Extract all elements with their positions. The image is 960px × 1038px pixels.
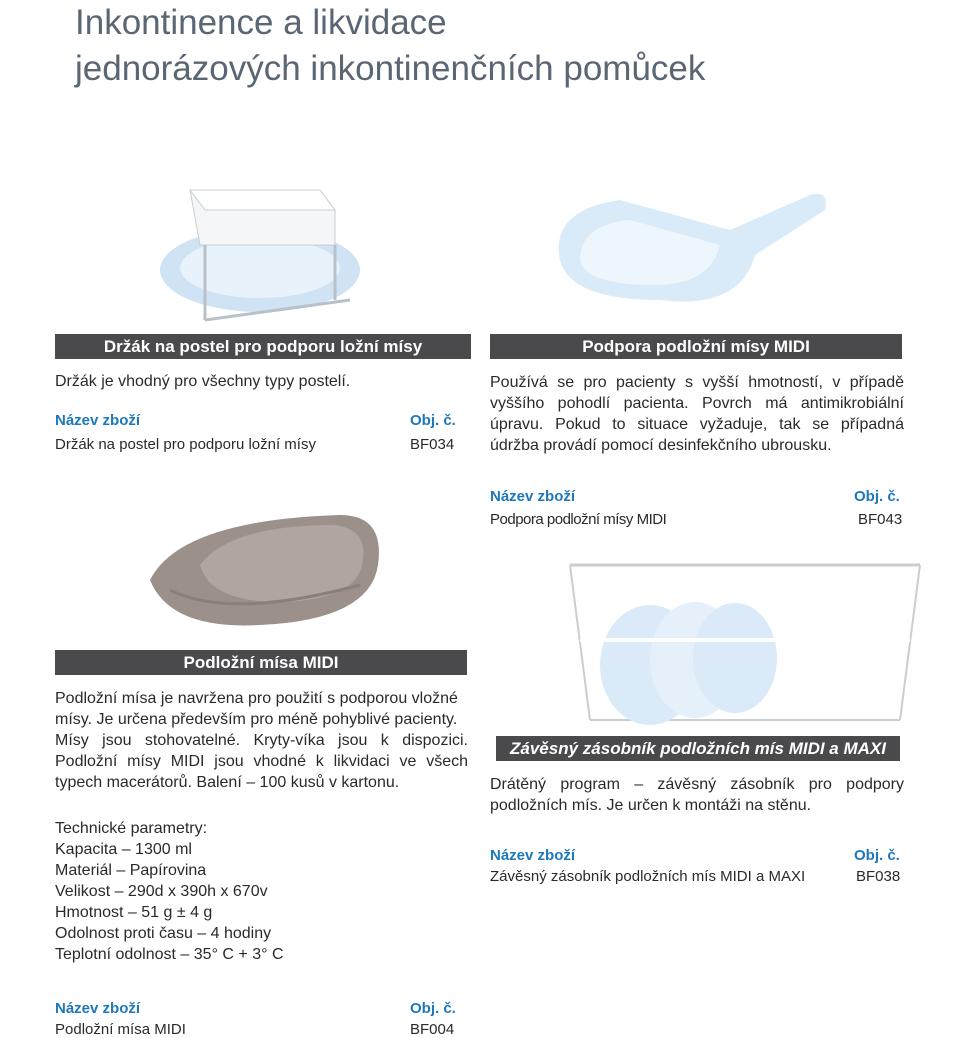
product-1-item-name: Držák na postel pro podporu ložní mísy <box>55 436 316 453</box>
product-3-item-name: Podložní mísa MIDI <box>55 1021 186 1038</box>
product-4-label-code: Obj. č. <box>854 847 900 864</box>
product-3-tech-title: Technické parametry: <box>55 820 208 837</box>
product-1-bar <box>55 334 471 359</box>
product-2-description-line-2: vyššího pohodlí pacienta. Povrch má antimikrobiální <box>490 395 904 412</box>
product-2-bar <box>490 334 902 359</box>
product-3-bar <box>55 650 467 675</box>
product-3-tech-line-2: Materiál – Papírovina <box>55 862 207 879</box>
product-3-label-code: Obj. č. <box>410 1000 456 1017</box>
product-1-name: Držák na postel pro podporu ložní mísy <box>103 337 423 356</box>
product-4-name: Závěsný zásobník podložních mís MIDI a MAXI <box>510 739 886 758</box>
pulp-bedpan-image <box>140 490 390 640</box>
product-2-description <box>490 372 904 456</box>
product-3-tech <box>55 818 475 965</box>
product-4-code: BF038 <box>856 868 901 885</box>
product-3-tech-line-3: Velikost – 290d x 390h x 670v <box>55 883 268 900</box>
product-3-code: BF004 <box>410 1021 455 1038</box>
product-1-description: Držák je vhodný pro všechny typy postelí. <box>55 373 351 390</box>
product-3-description-line-2: mísy. Je určena především pro méně pohyblivé pacienty. <box>55 711 458 728</box>
product-3-tech-line-6: Teplotní odolnost – 35° C + 3° C <box>55 946 284 963</box>
product-3-description-line-4: Podložní mísy MIDI jsou vhodné k likvidaci ve všech <box>55 753 468 770</box>
product-2-description-line-1: Používá se pro pacienty s vyšší hmotností, v případě <box>490 374 904 391</box>
wall-rack-image <box>540 560 930 730</box>
product-3-tech-line-5: Odolnost proti času – 4 hodiny <box>55 925 272 942</box>
product-3-label-name: Název zboží <box>55 1000 141 1017</box>
product-3-description-line-1: Podložní mísa je navržena pro použití s podporou vložné <box>55 690 458 707</box>
product-3-name: Podložní mísa MIDI <box>183 653 339 672</box>
product-1-code: BF034 <box>410 436 455 453</box>
product-4-description-line-2: podložních mís. Je určen k montáži na stěnu. <box>490 797 812 814</box>
product-1-label-code: Obj. č. <box>410 412 456 429</box>
product-2-code: BF043 <box>858 511 903 528</box>
product-3-description-line-5: typech macerátorů. Balení – 100 kusů v kartonu. <box>55 774 400 791</box>
product-2-label-name: Název zboží <box>490 488 576 505</box>
page-title-line-1: Inkontinence a likvidace <box>75 3 447 42</box>
product-4-bar <box>496 736 900 761</box>
product-2-description-line-3: úpravu. Pokud to situace vyžaduje, tak se případná <box>490 416 904 433</box>
product-2-name: Podpora podložní mísy MIDI <box>582 337 810 356</box>
product-2-label-code: Obj. č. <box>854 488 900 505</box>
product-4-label-name: Název zboží <box>490 847 576 864</box>
product-3-tech-line-4: Hmotnost – 51 g ± 4 g <box>55 904 213 921</box>
product-3-description-line-3: Mísy jsou stohovatelné. Kryty-víka jsou k dispozici. <box>55 732 468 749</box>
product-2-item-name: Podpora podložní mísy MIDI <box>490 511 667 528</box>
page-title-line-2: jednorázových inkontinenčních pomůcek <box>75 49 706 88</box>
product-3-tech-line-1: Kapacita – 1300 ml <box>55 841 192 858</box>
bedpan-holder-image <box>150 150 365 330</box>
product-4-description <box>490 774 904 816</box>
product-1-label-name: Název zboží <box>55 412 141 429</box>
product-4-description-line-1: Drátěný program – závěsný zásobník pro podpory <box>490 776 904 793</box>
product-4-item-name: Závěsný zásobník podložních mís MIDI a MAXI <box>490 868 806 885</box>
bedpan-support-image <box>540 170 840 320</box>
page-title <box>75 0 935 92</box>
product-3-description <box>55 688 473 793</box>
product-2-description-line-4: údržba provádí pomocí desinfekčního ubrousku. <box>490 437 832 454</box>
